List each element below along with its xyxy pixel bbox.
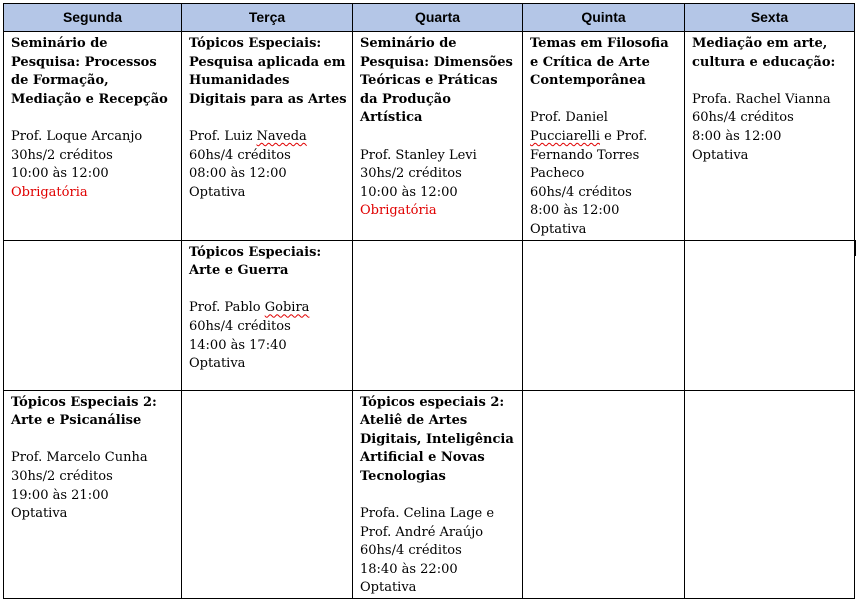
course-status: Optativa [360, 580, 417, 596]
course-title: Tópicos Especiais: Arte e Guerra [189, 244, 322, 279]
course-cell [353, 390, 523, 599]
empty-cell [523, 240, 685, 390]
empty-cell [523, 390, 685, 599]
course-professor: Prof. Loque Arcanjo [11, 128, 143, 144]
course-time: 08:00 às 12:00 [189, 166, 287, 182]
course-time: 8:00 às 12:00 [692, 128, 782, 144]
course-time: 10:00 às 12:00 [11, 166, 109, 182]
course-status: Optativa [692, 147, 749, 163]
header-terca: Terça [182, 4, 353, 32]
course-professor: Profa. Celina Lage e Prof. André Araújo [360, 506, 495, 540]
course-professor: Prof. Marcelo Cunha [11, 450, 148, 466]
course-status-required: Obrigatória [11, 184, 88, 200]
course-professor [189, 299, 348, 318]
course-title: Seminário de Pesquisa: Dimensões Teóricas e Práticas da Produção Artística [360, 36, 513, 126]
course-workload: 30hs/2 créditos [360, 166, 462, 182]
course-cell [353, 32, 523, 241]
spellcheck-underlined-word: Gobira [264, 300, 310, 316]
schedule-table [3, 3, 855, 599]
header-quarta: Quarta [353, 4, 523, 32]
course-professor [189, 128, 348, 147]
empty-cell [4, 240, 182, 390]
course-workload: 60hs/4 créditos [360, 543, 462, 559]
empty-cell [685, 240, 855, 390]
professor-name-part: Prof. Pablo [189, 300, 265, 316]
course-time: 19:00 às 21:00 [11, 487, 109, 503]
header-row [4, 4, 855, 32]
empty-cell [685, 390, 855, 599]
course-cell [685, 32, 855, 241]
course-status-required: Obrigatória [360, 203, 437, 219]
course-title: Mediação em arte, cultura e educação: [692, 36, 836, 70]
course-time: 18:40 às 22:00 [360, 561, 458, 577]
course-status: Optativa [11, 506, 68, 522]
empty-cell [182, 390, 353, 599]
table-row [4, 32, 855, 241]
professor-name-part: Prof. Luiz [189, 128, 257, 144]
spellcheck-underlined-word: Naveda [256, 128, 307, 144]
course-status: Optativa [189, 356, 246, 372]
course-time: 14:00 às 17:40 [189, 337, 287, 353]
empty-cell [353, 240, 523, 390]
spellcheck-underlined-word: Pucciarelli [530, 128, 600, 144]
course-title: Tópicos especiais 2: Ateliê de Artes Digitais, Inteligência Artificial e Novas Tecnologias [360, 394, 514, 484]
course-title: Seminário de Pesquisa: Processos de Formação, Mediação e Recepção [11, 36, 168, 107]
table-row [4, 390, 855, 599]
course-time: 10:00 às 12:00 [360, 184, 458, 200]
course-title: Tópicos Especiais 2: Arte e Psicanálise [11, 394, 157, 429]
course-professor: Prof. Stanley Levi [360, 147, 477, 163]
course-workload: 30hs/2 créditos [11, 468, 113, 484]
course-cell [4, 32, 182, 241]
course-title: Temas em Filosofia e Crítica de Arte Contemporânea [530, 36, 669, 89]
professor-name-part: Prof. Daniel [530, 110, 608, 126]
professor-name-part: e Prof. [599, 128, 648, 144]
course-workload: 30hs/2 créditos [11, 147, 113, 163]
course-cell [182, 240, 353, 390]
course-status: Optativa [530, 221, 587, 237]
course-workload: 60hs/4 créditos [189, 318, 291, 334]
header-sexta: Sexta [685, 4, 855, 32]
text-cursor-mark [855, 240, 856, 256]
course-status: Optativa [189, 184, 246, 200]
course-cell [523, 32, 685, 241]
header-quinta: Quinta [523, 4, 685, 32]
course-title: Tópicos Especiais: Pesquisa aplicada em Humanidades Digitais para as Artes [189, 36, 347, 107]
course-professor [530, 109, 680, 183]
course-professor: Profa. Rachel Vianna [692, 91, 831, 107]
course-time: 8:00 às 12:00 [530, 203, 620, 219]
header-segunda: Segunda [4, 4, 182, 32]
course-workload: 60hs/4 créditos [692, 110, 794, 126]
course-workload: 60hs/4 créditos [189, 147, 291, 163]
professor-name-part: Fernando Torres Pacheco [530, 147, 640, 182]
course-cell [4, 390, 182, 599]
course-workload: 60hs/4 créditos [530, 184, 632, 200]
table-row [4, 240, 855, 390]
course-cell [182, 32, 353, 241]
